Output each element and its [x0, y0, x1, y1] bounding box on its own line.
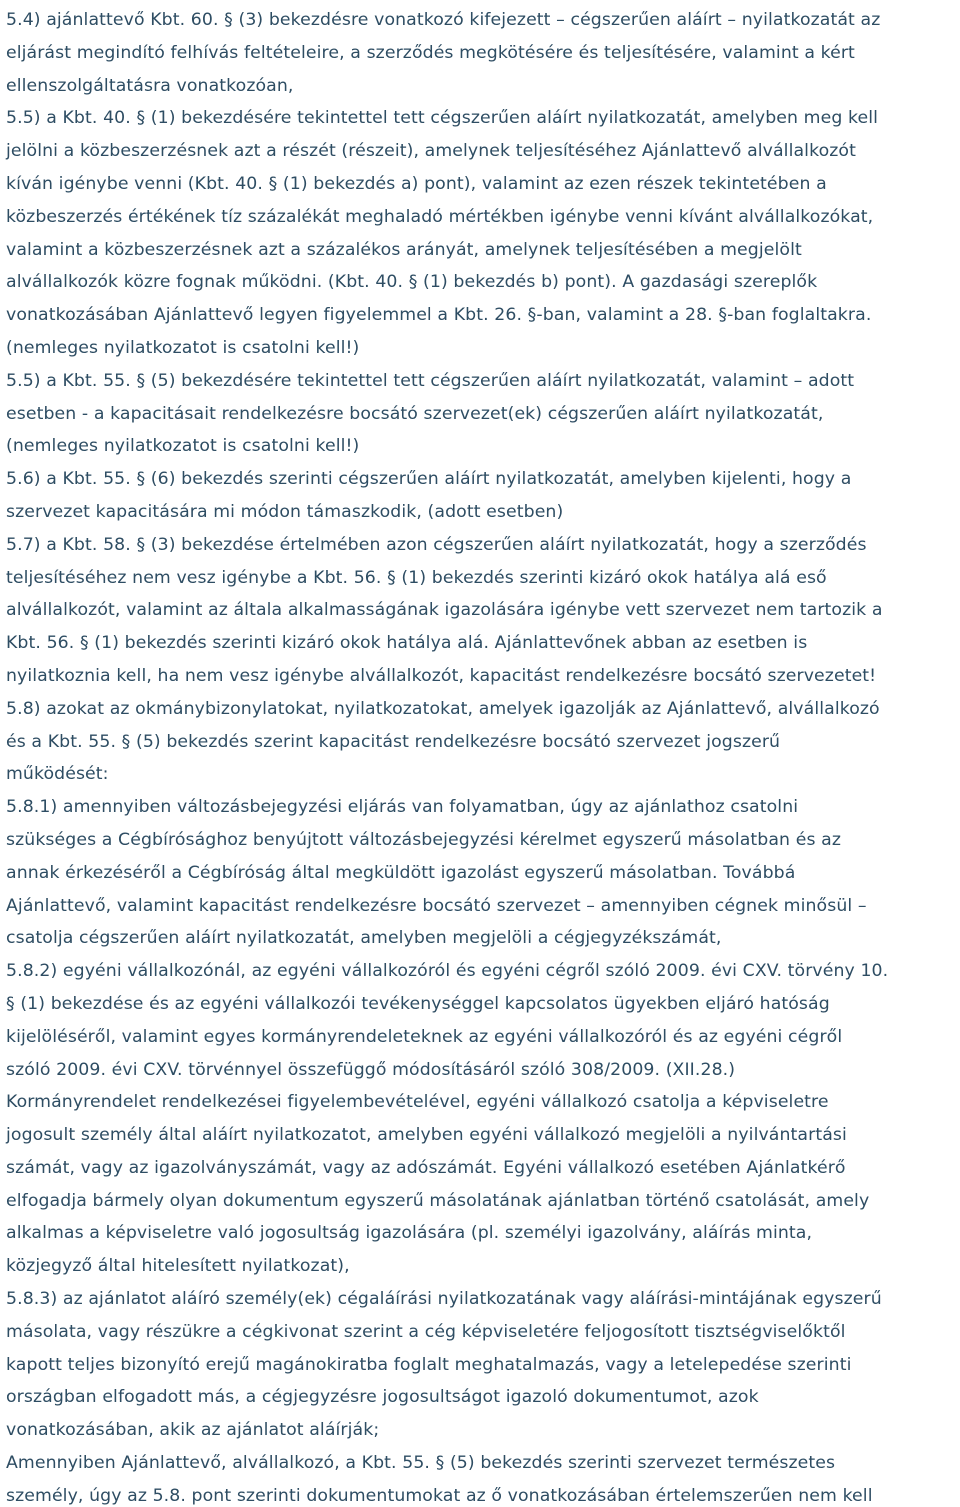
document-body	[6, 4, 950, 1507]
document-line: 5.8) azokat az okmánybizonylatokat, nyilatkozatokat, amelyek igazolják az Ajánlattevő, alvállalkozó	[6, 698, 880, 719]
document-line: ellenszolgáltatásra vonatkozóan,	[6, 75, 294, 96]
document-line: 5.8.2) egyéni vállalkozónál, az egyéni vállalkozóról és egyéni cégről szóló 2009. évi CXV. törvény 10.	[6, 961, 889, 982]
document-line: teljesítéséhez nem vesz igénybe a Kbt. 56. § (1) bekezdés szerinti kizáró okok hatálya alá eső	[6, 567, 827, 588]
document-line: elfogadja bármely olyan dokumentum egyszerű másolatának ajánlatban történő csatolását, amely	[6, 1190, 870, 1211]
document-line: és a Kbt. 55. § (5) bekezdés szerint kapacitást rendelkezésre bocsátó szervezet jogszerű	[6, 731, 781, 752]
document-line: 5.5) a Kbt. 40. § (1) bekezdésére tekintettel tett cégszerűen aláírt nyilatkozatát, amelyben meg kell	[6, 108, 879, 129]
document-line: Kbt. 56. § (1) bekezdés szerinti kizáró okok hatálya alá. Ajánlattevőnek abban az esetben is	[6, 633, 808, 654]
document-line: § (1) bekezdése és az egyéni vállalkozói tevékenységgel kapcsolatos ügyekben eljáró hatóság	[6, 993, 830, 1014]
document-line: számát, vagy az igazolványszámát, vagy az adószámát. Egyéni vállalkozó esetében Ajánlatkérő	[6, 1157, 846, 1178]
document-line: szükséges a Cégbírósághoz benyújtott változásbejegyzési kérelmet egyszerű másolatban és az	[6, 829, 841, 850]
document-line: Kormányrendelet rendelkezései figyelembevételével, egyéni vállalkozó csatolja a képviseletre	[6, 1092, 829, 1113]
document-line: szervezet kapacitására mi módon támaszkodik, (adott esetben)	[6, 501, 564, 522]
document-line: kijelöléséről, valamint egyes kormányrendeleteknek az egyéni vállalkozóról és az egyéni cégről	[6, 1026, 843, 1047]
document-line: esetben - a kapacitásait rendelkezésre bocsátó szervezet(ek) cégszerűen aláírt nyilatkozatát,	[6, 403, 824, 424]
document-line: vonatkozásában, akik az ajánlatot aláírják;	[6, 1420, 380, 1441]
document-line: 5.8.3) az ajánlatot aláíró személy(ek) cégaláírási nyilatkozatának vagy aláírási-mintájának egyszerű	[6, 1289, 882, 1310]
document-line: kapott teljes bizonyító erejű magánokiratba foglalt meghatalmazás, vagy a letelepedése szerinti	[6, 1354, 852, 1375]
document-line: (nemleges nyilatkozatot is csatolni kell!)	[6, 436, 360, 457]
document-line: 5.6) a Kbt. 55. § (6) bekezdés szerinti cégszerűen aláírt nyilatkozatát, amelyben kijelenti, hogy a	[6, 469, 852, 490]
document-line: másolata, vagy részükre a cégkivonat szerint a cég képviseletére feljogosított tisztségviselőktől	[6, 1321, 846, 1342]
document-line: (nemleges nyilatkozatot is csatolni kell!)	[6, 337, 360, 358]
document-line: alvállalkozók közre fognak működni. (Kbt. 40. § (1) bekezdés b) pont). A gazdasági szereplők	[6, 272, 818, 293]
document-line: valamint a közbeszerzésnek azt a százalékos arányát, amelynek teljesítésében a megjelölt	[6, 239, 802, 260]
document-line: 5.8.1) amennyiben változásbejegyzési eljárás van folyamatban, úgy az ajánlathoz csatolni	[6, 797, 799, 818]
document-line: kíván igénybe venni (Kbt. 40. § (1) bekezdés a) pont), valamint az ezen részek tekintetében a	[6, 173, 827, 194]
document-line: személy, úgy az 5.8. pont szerinti dokumentumokat az ő vonatkozásában értelemszerűen nem kell	[6, 1485, 873, 1506]
document-line: működését:	[6, 764, 109, 785]
document-line: közbeszerzés értékének tíz százalékát meghaladó mértékben igénybe venni kívánt alvállalkozókat,	[6, 206, 874, 227]
document-line: 5.7) a Kbt. 58. § (3) bekezdése értelmében azon cégszerűen aláírt nyilatkozatát, hogy a szerződés	[6, 534, 867, 555]
document-line: jelölni a közbeszerzésnek azt a részét (részeit), amelynek teljesítéséhez Ajánlattevő alvállalkozót	[6, 141, 856, 162]
document-line: vonatkozásában Ajánlattevő legyen figyelemmel a Kbt. 26. §-ban, valamint a 28. §-ban foglaltakra.	[6, 305, 872, 326]
document-line: csatolja cégszerűen aláírt nyilatkozatát, amelyben megjelöli a cégjegyzékszámát,	[6, 928, 722, 949]
document-line: közjegyző által hitelesített nyilatkozat),	[6, 1256, 350, 1277]
document-line: alkalmas a képviseletre való jogosultság igazolására (pl. személyi igazolvány, aláírás minta,	[6, 1223, 813, 1244]
document-line: 5.5) a Kbt. 55. § (5) bekezdésére tekintettel tett cégszerűen aláírt nyilatkozatát, valamint – adott	[6, 370, 855, 391]
document-line: nyilatkoznia kell, ha nem vesz igénybe alvállalkozót, kapacitást rendelkezésre bocsátó szervezetet!	[6, 665, 877, 686]
document-line: eljárást megindító felhívás feltételeire, a szerződés megkötésére és teljesítésére, valamint a kért	[6, 42, 855, 63]
document-line: alvállalkozót, valamint az általa alkalmasságának igazolására igénybe vett szervezet nem tartozik a	[6, 600, 883, 621]
document-line: országban elfogadott más, a cégjegyzésre jogosultságot igazoló dokumentumot, azok	[6, 1387, 759, 1408]
document-line: Ajánlattevő, valamint kapacitást rendelkezésre bocsátó szervezet – amennyiben cégnek minősül –	[6, 895, 867, 916]
document-line: Amennyiben Ajánlattevő, alvállalkozó, a Kbt. 55. § (5) bekezdés szerinti szervezet természetes	[6, 1453, 836, 1474]
document-line: 5.4) ajánlattevő Kbt. 60. § (3) bekezdésre vonatkozó kifejezett – cégszerűen aláírt – nyilatkozatát az	[6, 10, 881, 30]
document-line: annak érkezéséről a Cégbíróság által megküldött igazolást egyszerű másolatban. Továbbá	[6, 862, 796, 883]
document-line: jogosult személy által aláírt nyilatkozatot, amelyben egyéni vállalkozó megjelöli a nyilvántartási	[6, 1125, 847, 1146]
document-line: szóló 2009. évi CXV. törvénnyel összefüggő módosításáról szóló 308/2009. (XII.28.)	[6, 1059, 736, 1080]
